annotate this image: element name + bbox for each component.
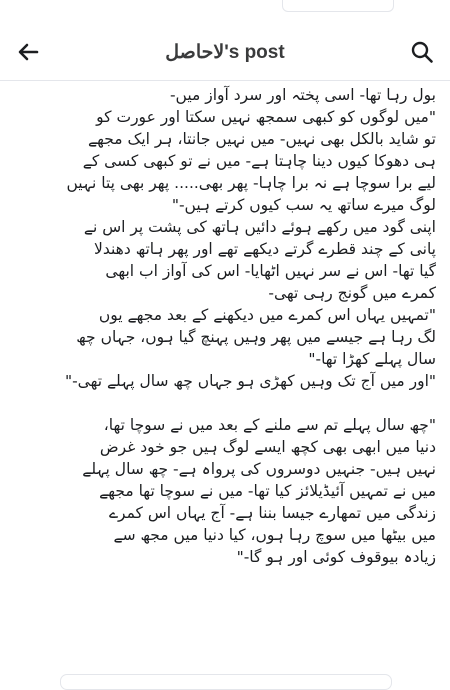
text-line: تو شاید بالکل بھی نہیں- میں نہیں جانتا، ہر ایک مجھے <box>88 130 436 148</box>
previous-element-edge <box>282 0 394 12</box>
text-line: "اور میں آج تک وہیں کھڑی ہو جہاں چھ سال پہلے تھی-" <box>64 372 436 390</box>
post-body <box>14 84 436 670</box>
post-header <box>0 26 450 78</box>
bottom-edge <box>0 670 450 680</box>
next-element-edge <box>60 674 392 690</box>
text-line: گیا تھا- اس نے سر نہیں اٹھایا- اس کی آواز اب ابھی <box>105 262 436 280</box>
text-line: بول رہا تھا- اسی پختہ اور سرد آواز میں- <box>169 86 436 104</box>
header-divider <box>0 80 450 81</box>
search-button[interactable] <box>408 38 436 66</box>
paragraph-gap <box>14 392 436 414</box>
arrow-left-icon <box>17 41 39 63</box>
post-paragraph-2 <box>14 414 436 568</box>
text-line: لگ رہا ہے جیسے میں پھر وہیں پہنچ گیا ہوں، جہاں چھ <box>76 328 436 346</box>
text-line: کمرے میں گونج رہی تھی- <box>268 284 436 302</box>
back-button[interactable] <box>14 38 42 66</box>
text-line: پانی کے چند قطرے گرتے دیکھے تھے اور پھر ہاتھ دھندلا <box>94 240 436 258</box>
text-line: زندگی میں تمھارے جیسا بننا ہے- آج یہاں اس کمرے <box>108 504 436 522</box>
text-line: "تمہیں یہاں اس کمرے میں دیکھنے کے بعد مجھے یوں <box>98 306 436 324</box>
text-line: نہیں ہیں- جنہیں دوسروں کی پرواہ ہے- چھ سال پہلے <box>82 460 436 478</box>
text-line: سال پہلے کھڑا تھا-" <box>308 350 436 368</box>
text-line: میں بیٹھا میں سوچ رہا ہوں، کیا دنیا میں مجھ سے <box>113 526 436 544</box>
text-line: ہی دھوکا کیوں دینا چاہتا ہے- میں نے تو کبھی کسی کے <box>82 152 436 170</box>
text-line: دنیا میں ابھی بھی کچھ ایسے لوگ ہیں جو خود غرض <box>99 438 436 456</box>
text-line: لیے برا سوچا ہے نہ برا چاہا- پھر بھی..... پھر بھی پتا نہیں <box>66 174 436 192</box>
text-line: اپنی گود میں رکھے ہوئے دائیں ہاتھ کی پشت پر اس نے <box>83 218 436 236</box>
text-line: لوگ میرے ساتھ یہ سب کیوں کرتے ہیں-" <box>171 196 436 214</box>
text-line: "چھ سال پہلے تم سے ملنے کے بعد میں نے سوچا تھا، <box>103 416 436 434</box>
page-title: لاحاصل's post <box>165 41 285 63</box>
top-edge <box>0 0 450 16</box>
text-line: "میں لوگوں کو کبھی سمجھ نہیں سکتا اور عورت کو <box>96 108 436 126</box>
search-icon <box>410 40 434 64</box>
post-paragraph-1 <box>14 84 436 392</box>
text-line: زیادہ بیوقوف کوئی اور ہو گا-" <box>236 548 436 566</box>
text-line: میں نے تمہیں آئیڈیلائز کیا تھا- میں نے سوچا تھا مجھے <box>99 482 436 500</box>
